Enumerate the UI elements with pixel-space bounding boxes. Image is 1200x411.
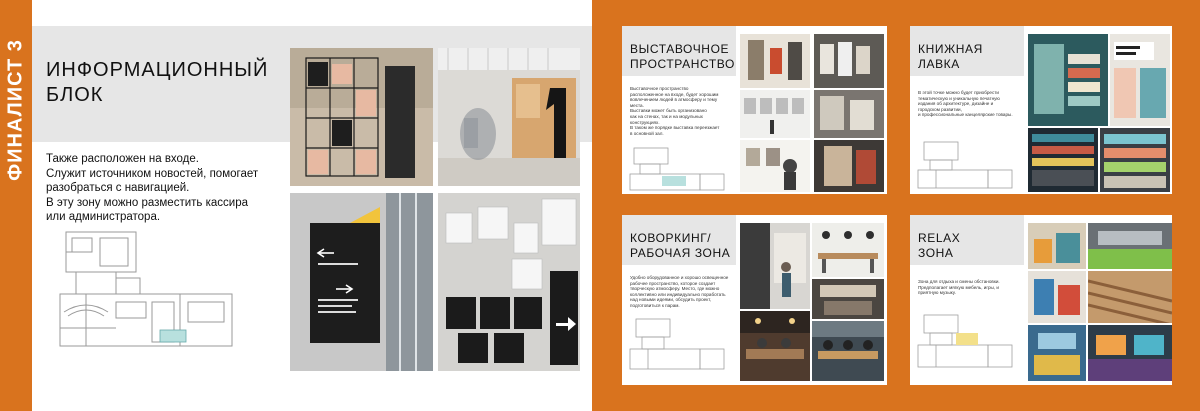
description-line: или администратора. [46, 211, 161, 223]
card-text-line: Удобно оборудованное и хорошо освещенное [630, 275, 729, 280]
card-text-line: городском развитии, [918, 106, 962, 112]
card-title [630, 42, 735, 72]
relax-photo [1028, 271, 1086, 323]
relax-photo [1088, 271, 1172, 323]
card-text-line: приятную музыку. [918, 290, 956, 296]
card-floor-plan [628, 315, 728, 381]
card-title-line: ЛАВКА [918, 57, 960, 71]
exhibition-photo [740, 34, 810, 88]
card-text-line: коллективно или индивидуально поработать [630, 291, 726, 297]
card-text [630, 86, 740, 136]
card-title-line: РАБОЧАЯ ЗОНА [630, 246, 731, 260]
bookstore-photo [1028, 34, 1108, 126]
card-text-line: рабочее пространство, которое создает [630, 280, 716, 286]
card-text-line: Выставочное пространство [630, 86, 689, 91]
card-text-line: Зона для отдыха и смены обстановки. [918, 279, 1000, 284]
card-text-line: В этой точке можно будет приобрести [918, 90, 999, 95]
corridor-number-photo [438, 48, 580, 186]
card-exhibition [622, 26, 887, 194]
description [46, 152, 296, 225]
exhibition-photo [814, 34, 884, 88]
card-text [918, 279, 1028, 296]
card-text-line: места. [630, 102, 644, 108]
description-line: Также расположен на входе. [46, 153, 199, 165]
exhibition-photo [740, 90, 810, 138]
card-text-line: Выставки может быть организовано [630, 108, 707, 114]
coworking-photo [812, 279, 884, 319]
directory-board-photo [290, 48, 433, 186]
card-title-line: RELAX [918, 231, 961, 245]
card-title-line: ПРОСТРАНСТВО [630, 57, 735, 71]
coworking-photo [812, 223, 884, 277]
card-text-line: В таком же порядке выставка переезжает [630, 125, 720, 131]
left-spread [0, 0, 592, 411]
coworking-photo [812, 321, 884, 381]
page-title [46, 58, 286, 108]
card-floor-plan [628, 144, 728, 192]
card-text-line: Предполагает мягкую мебель, игры, и [918, 284, 999, 290]
description-line: Служит источником новостей, помогает [46, 167, 259, 180]
signage-wall-photo [438, 193, 580, 371]
card-title [918, 42, 983, 72]
description-line: разобраться с навигацией. [46, 182, 190, 194]
bookstore-photo [1100, 128, 1170, 192]
card-text-line: и профессиональные канцелярские товары. [918, 112, 1013, 118]
relax-photo [1088, 223, 1172, 269]
page-title-line-2: БЛОК [46, 84, 104, 106]
coworking-photo [740, 223, 810, 309]
card-text-line: издания об архитектуре, дизайне и [918, 101, 994, 107]
relax-photo [1028, 325, 1086, 381]
card-coworking [622, 215, 887, 385]
card-text-line: над новыми идеями, обсудить проект, [630, 297, 712, 303]
exhibition-photo [814, 90, 884, 138]
card-text-line: расположенное на входе, будет хорошим [630, 91, 719, 97]
description-line: В эту зону можно разместить кассира [46, 196, 248, 209]
wayfinding-sign-photo [290, 193, 433, 371]
card-text-line: в основной зал. [630, 130, 664, 136]
exhibition-photo [740, 140, 810, 192]
exhibition-photo [814, 140, 884, 192]
card-text-line: подготовиться к парам. [630, 302, 680, 308]
card-title-line: КОВОРКИНГ/ [630, 231, 712, 245]
card-floor-plan [916, 138, 1016, 192]
finalist-label: ФИНАЛИСТ 3 [4, 39, 27, 181]
card-text-line: тематическую и уникальную печатную [918, 95, 1000, 101]
card-text-line: творческую атмосферу. Место, где можно [630, 286, 720, 292]
relax-photo [1088, 325, 1172, 381]
card-text [918, 90, 1028, 118]
card-text-line: вовлечением людей в атмосферу и тему [630, 97, 718, 103]
card-text-line: конструкциях. [630, 119, 660, 125]
bookstore-photo [1028, 128, 1098, 192]
page-title-line-1: ИНФОРМАЦИОННЫЙ [46, 59, 269, 81]
card-text [630, 275, 740, 309]
card-title [630, 231, 730, 261]
card-title [918, 231, 960, 261]
floor-plan [56, 228, 236, 358]
bookstore-photo [1110, 34, 1170, 126]
card-bookstore [910, 26, 1172, 194]
card-title-line: КНИЖНАЯ [918, 42, 983, 56]
card-title-line: ЗОНА [918, 246, 954, 260]
right-spread [592, 0, 1200, 411]
coworking-photo [740, 311, 810, 381]
card-title-line: ВЫСТАВОЧНОЕ [630, 42, 730, 56]
card-floor-plan [916, 311, 1016, 381]
relax-photo [1028, 223, 1086, 269]
card-text-line: как на стенах, так и на модульных [630, 113, 703, 119]
card-relax [910, 215, 1172, 385]
side-accent-bar [0, 0, 32, 411]
